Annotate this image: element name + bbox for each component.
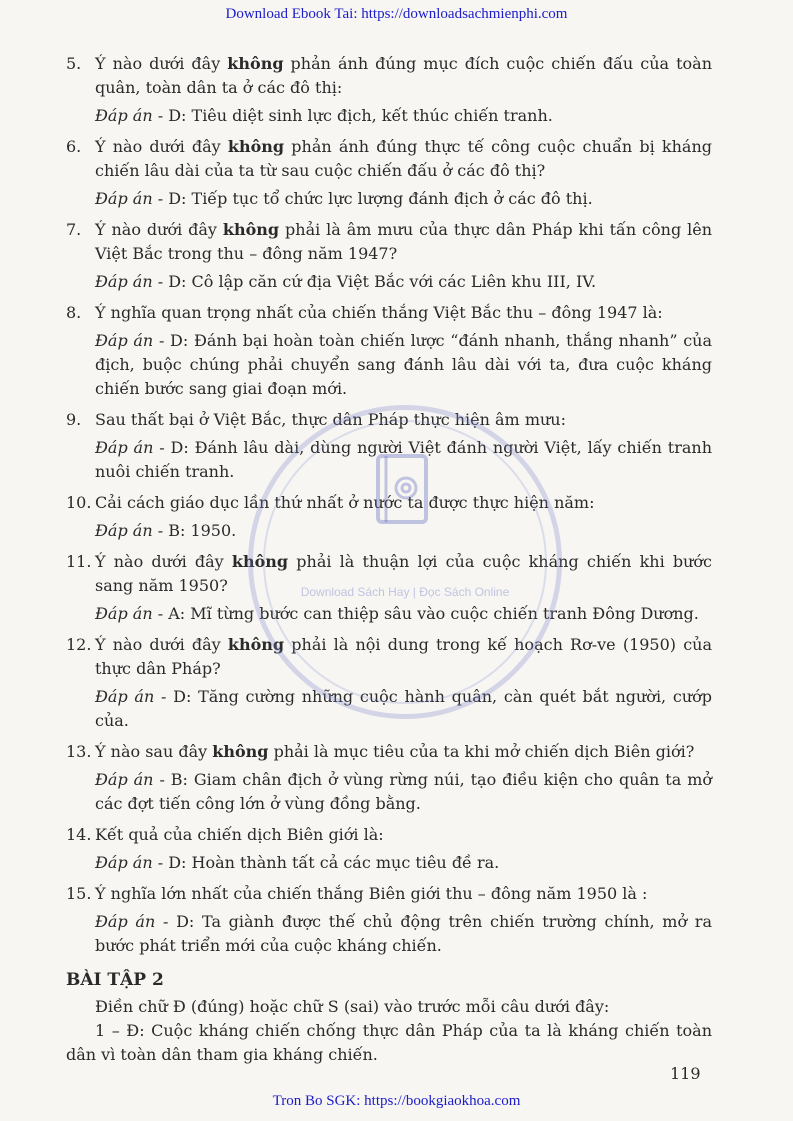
question-item [66,135,712,183]
question-number: 11. [66,552,92,571]
answer-label: Đáp án [95,106,153,125]
question-text: Ý nghĩa lớn nhất của chiến thắng Biên giới thu – đông năm 1950 là : [95,884,648,903]
watermark-text: Download Sách Hay | Đọc Sách Online [300,585,510,599]
answer-text: - D: Đánh lâu dài, dùng người Việt đánh người Việt, lấy chiến tranh nuôi chiến tranh. [95,438,712,481]
question-item [66,408,712,432]
answer-text: - A: Mĩ từng bước can thiệp sâu vào cuộc chiến tranh Đông Dương. [157,604,699,623]
question-text: Ý nào dưới đây không phải là nội dung trong kế hoạch Rơ-ve (1950) của thực dân Pháp? [95,635,713,678]
answer-label: Đáp án [95,770,154,789]
answer-text: - D: Đánh bại hoàn toàn chiến lược “đánh nhanh, thắng nhanh” của địch, buộc chúng phải chuyển sang đánh lâu dài với ta, đưa cuộc kháng chiến bước sang giai đoạn mới. [95,331,713,398]
section-statement: 1 – Đ: Cuộc kháng chiến chống thực dân Pháp của ta là kháng chiến toàn dân vì toàn dân tham gia kháng chiến. [66,1021,712,1064]
answer-item [95,910,712,958]
question-item [66,218,712,266]
question-item [66,491,712,515]
footer-sgk-link[interactable]: Tron Bo SGK: https://bookgiaokhoa.com [272,1093,521,1109]
question-number: 14. [66,825,92,844]
answer-text: - B: 1950. [157,521,237,540]
question-list [66,52,712,958]
answer-item [95,602,712,626]
question-item [66,882,712,906]
section-title: BÀI TẬP 2 [66,970,164,990]
question-number: 12. [66,635,92,654]
answer-item [95,436,712,484]
question-text: Ý nào dưới đây không phản ánh đúng thực tế công cuộc chuẩn bị kháng chiến lâu dài của ta từ sau cuộc chiến đấu ở các đô thị? [95,137,713,180]
question-item [66,740,712,764]
answer-text: - D: Tăng cường những cuộc hành quân, càn quét bắt người, cướp của. [95,687,713,730]
question-number: 7. [66,220,82,239]
answer-label: Đáp án [95,604,153,623]
answer-item [95,270,712,294]
question-item [66,550,712,598]
answer-text: - D: Cô lập căn cứ địa Việt Bắc với các Liên khu III, IV. [157,272,597,291]
question-text: Cải cách giáo dục lần thứ nhất ở nước ta được thực hiện năm: [95,493,595,512]
answer-label: Đáp án [95,687,155,706]
answer-item [95,104,712,128]
question-item [66,52,712,100]
question-item [66,823,712,847]
section-instruction: Điền chữ Đ (đúng) hoặc chữ S (sai) vào trước mỗi câu dưới đây: [95,997,610,1016]
answer-text: - D: Tiếp tục tổ chức lực lượng đánh địch ở các đô thị. [157,189,593,208]
answer-text: - D: Tiêu diệt sinh lực địch, kết thúc chiến tranh. [157,106,553,125]
question-text: Ý nào dưới đây không phải là thuận lợi của cuộc kháng chiến khi bước sang năm 1950? [95,552,713,595]
question-text: Ý nào dưới đây không phản ánh đúng mục đích cuộc chiến đấu của toàn quân, toàn dân ta ở các đô thị: [95,54,712,97]
answer-item [95,519,712,543]
answer-label: Đáp án [95,521,153,540]
answer-item [95,685,712,733]
answer-label: Đáp án [95,272,153,291]
page-content [66,52,712,1067]
question-item [66,301,712,325]
answer-label: Đáp án [95,438,154,457]
answer-item [95,329,712,401]
question-number: 5. [66,54,82,73]
answer-item [95,851,712,875]
answer-label: Đáp án [95,912,156,931]
question-number: 13. [66,742,92,761]
question-number: 6. [66,137,82,156]
question-number: 9. [66,410,82,429]
question-text: Sau thất bại ở Việt Bắc, thực dân Pháp thực hiện âm mưu: [95,410,566,429]
answer-item [95,768,712,816]
question-text: Ý nào sau đây không phải là mục tiêu của ta khi mở chiến dịch Biên giới? [95,742,695,761]
question-text: Ý nghĩa quan trọng nhất của chiến thắng Việt Bắc thu – đông 1947 là: [95,303,663,322]
answer-item [95,187,712,211]
page-number: 119 [670,1064,701,1083]
answer-text: - B: Giam chân địch ở vùng rừng núi, tạo điều kiện cho quân ta mở các đợt tiến công lớn ở vùng đồng bằng. [95,770,713,813]
question-text: Ý nào dưới đây không phải là âm mưu của thực dân Pháp khi tấn công lên Việt Bắc trong thu – đông năm 1947? [95,220,713,263]
answer-label: Đáp án [95,853,153,872]
question-number: 10. [66,493,92,512]
answer-label: Đáp án [95,331,154,350]
question-text: Kết quả của chiến dịch Biên giới là: [95,825,384,844]
header-download-link[interactable]: Download Ebook Tai: https://downloadsachmienphi.com [225,6,568,22]
question-number: 15. [66,884,92,903]
answer-text: - D: Hoàn thành tất cả các mục tiêu đề ra. [157,853,500,872]
question-item [66,633,712,681]
answer-label: Đáp án [95,189,153,208]
question-number: 8. [66,303,82,322]
answer-text: - D: Ta giành được thế chủ động trên chiến trường chính, mở ra bước phát triển mới của cuộc kháng chiến. [95,912,712,955]
